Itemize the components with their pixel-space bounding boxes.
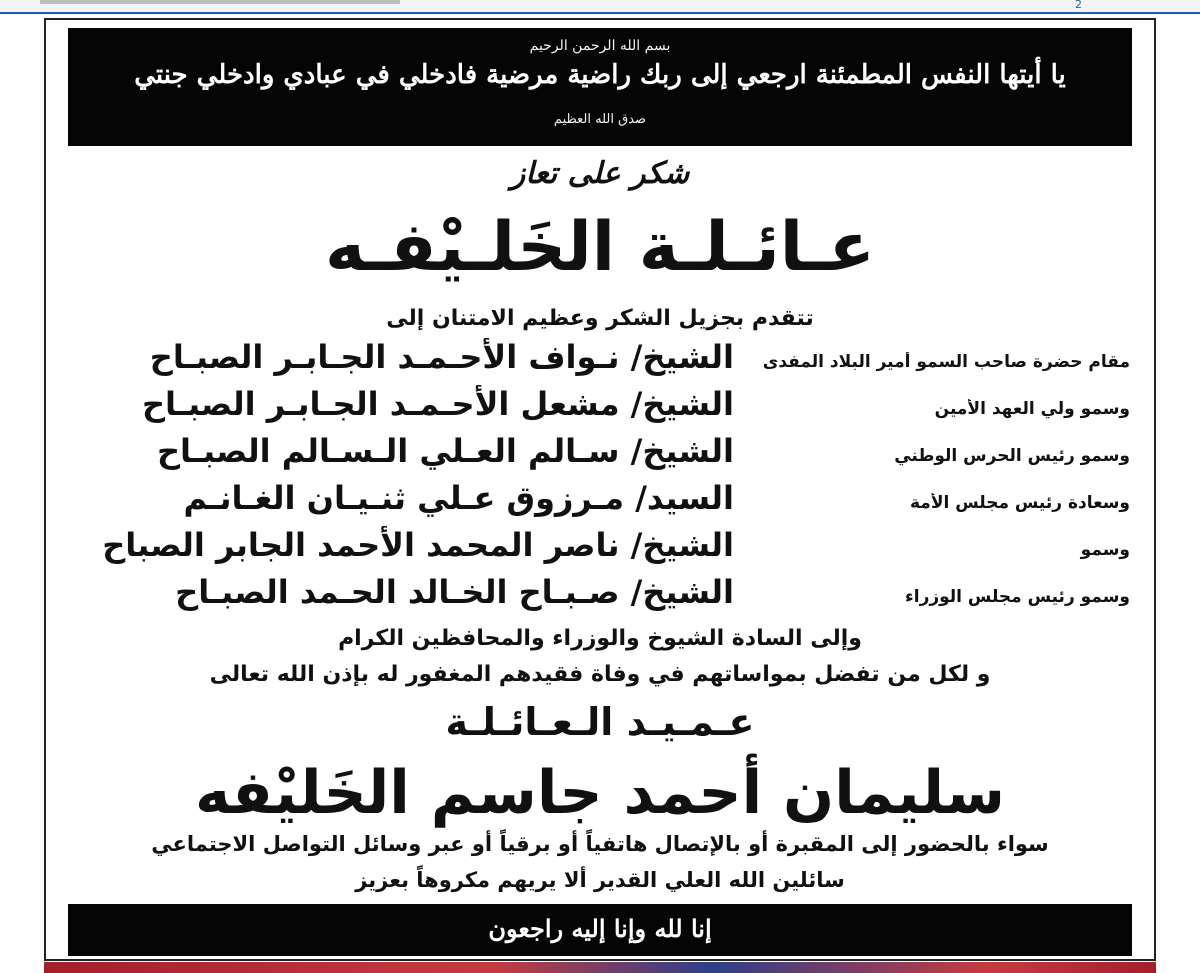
intro-line: تتقدم بجزيل الشكر وعظيم الامتنان إلى bbox=[386, 306, 814, 331]
means-line: سواء بالحضور إلى المقبرة أو بالإتصال هاتفياً أو برقياً أو عبر وسائل التواصل الاجتماعي bbox=[151, 832, 1049, 856]
thanks-heading: شكر على تعاز bbox=[510, 156, 690, 191]
footer-verse-band bbox=[68, 904, 1132, 956]
family-elder-label: عـمـيـد الـعـائـلـة bbox=[445, 700, 755, 744]
next-page-edge bbox=[44, 962, 1156, 973]
recipient-row bbox=[90, 479, 1130, 526]
recipient-row bbox=[90, 432, 1130, 479]
also-to-line: وإلى السادة الشيوخ والوزراء والمحافظين الكرام bbox=[338, 626, 862, 651]
deceased-name: سليمان أحمد جاسم الخَليْفه bbox=[194, 758, 1006, 828]
obituary-notice bbox=[44, 18, 1156, 961]
recipient-title: وسمو ولي العهد الأمين bbox=[934, 399, 1130, 419]
footer-verse: إنا لله وإنا إليه راجعون bbox=[488, 914, 712, 943]
prayer-line: سائلين الله العلي القدير ألا يريهم مكروهاً بعزيز bbox=[355, 868, 845, 892]
recipient-row bbox=[90, 338, 1130, 385]
recipient-title: وسمو رئيس مجلس الوزراء bbox=[905, 587, 1130, 607]
recipient-title: وسمو bbox=[1080, 540, 1130, 560]
condolence-line: و لكل من تفضل بمواساتهم في وفاة فقيدهم المغفور له بإذن الله تعالى bbox=[209, 662, 991, 687]
recipient-title: وسمو رئيس الحرس الوطني bbox=[894, 446, 1130, 466]
recipient-title: مقام حضرة صاحب السمو أمير البلاد المفدى bbox=[762, 352, 1130, 372]
recipients-list bbox=[90, 338, 1130, 620]
basmala: بسم الله الرحمن الرحيم bbox=[529, 38, 671, 54]
recipient-name: الشيخ/ صـبـاح الخـالد الحـمد الصبـاح bbox=[175, 573, 734, 611]
calligraphy-verse: يا أيتها النفس المطمئنة ارجعي إلى ربك راضية مرضية فادخلي في عبادي وادخلي جنتي bbox=[134, 60, 1066, 90]
page-number: 2 bbox=[1075, 0, 1082, 11]
newspaper-top-strip bbox=[0, 0, 1200, 14]
quran-verse-band bbox=[68, 28, 1132, 146]
recipient-name: الشيخ/ نـواف الأحـمـد الجـابـر الصبـاح bbox=[149, 338, 734, 376]
recipient-title: وسعادة رئيس مجلس الأمة bbox=[910, 493, 1130, 513]
family-name: عـائـلـة الخَلـيْفـه bbox=[325, 208, 875, 287]
recipient-name: الشيخ/ مشعل الأحـمـد الجـابـر الصبـاح bbox=[141, 385, 734, 423]
header-print-line bbox=[40, 0, 400, 4]
recipient-row bbox=[90, 526, 1130, 573]
recipient-row bbox=[90, 573, 1130, 620]
recipient-row bbox=[90, 385, 1130, 432]
recipient-name: السيد/ مـرزوق عـلي ثنـيـان الغـانـم bbox=[183, 479, 734, 517]
verse-closing: صدق الله العظيم bbox=[553, 112, 647, 127]
recipient-name: الشيخ/ سـالم العـلي الـسـالم الصبـاح bbox=[156, 432, 734, 470]
recipient-name: الشيخ/ ناصر المحمد الأحمد الجابر الصباح bbox=[102, 526, 734, 564]
